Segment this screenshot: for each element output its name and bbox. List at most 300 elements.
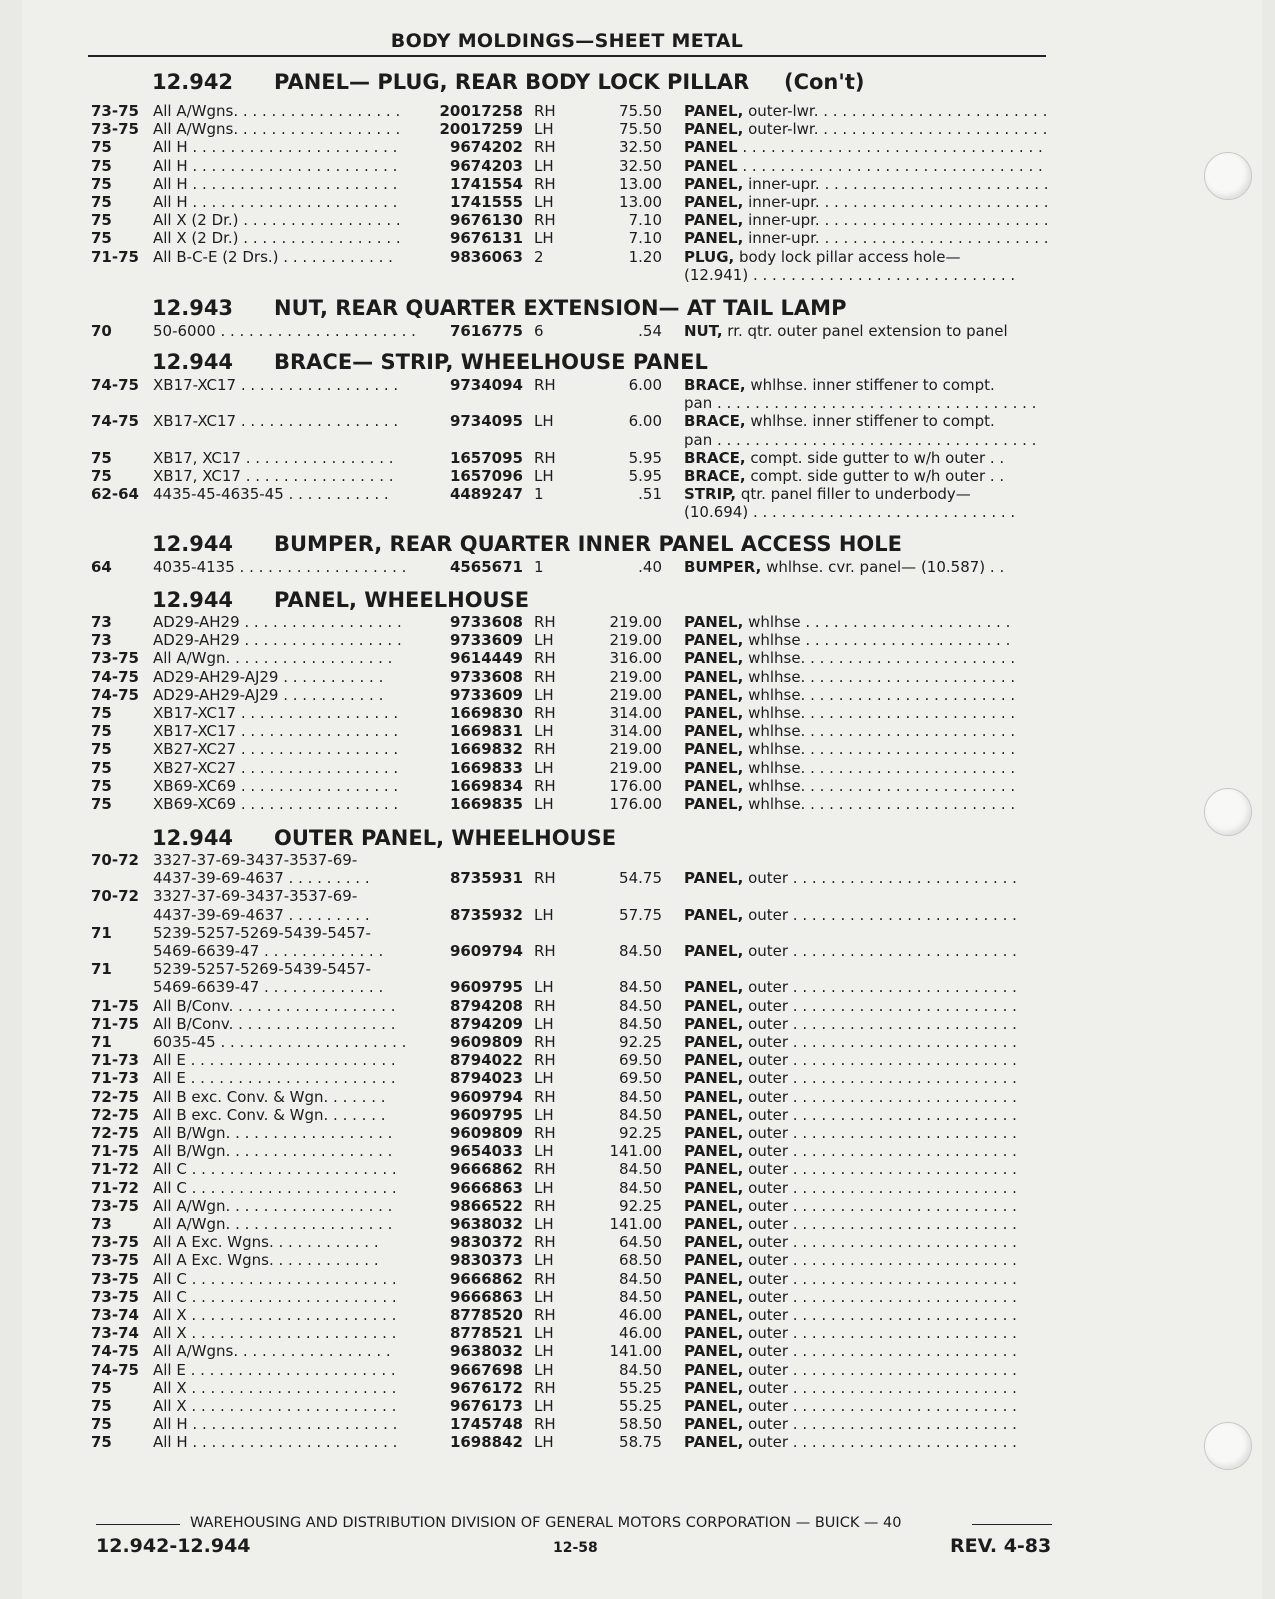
- part-description: [684, 906, 1056, 924]
- model-application: All X . . . . . . . . . . . . . . . . . . . . . .: [153, 1397, 397, 1415]
- part-name: PANEL,: [684, 740, 744, 759]
- part-number: 8794208: [449, 996, 523, 1015]
- model-application: 6035-45 . . . . . . . . . . . . . . . . . . . .: [153, 1033, 407, 1051]
- price: 141.00: [609, 1215, 662, 1233]
- price: 32.50: [619, 156, 662, 175]
- side-quantity: RH: [534, 996, 556, 1015]
- model-application: XB69-XC69 . . . . . . . . . . . . . . . . .: [153, 795, 399, 813]
- part-detail: inner-upr. . . . . . . . . . . . . . . . . . . . . . . . .: [743, 211, 1049, 230]
- model-year: 75: [91, 174, 112, 193]
- model-year: 71-75: [91, 1014, 139, 1033]
- part-detail: whlhse. . . . . . . . . . . . . . . . . . . . . . .: [743, 685, 1016, 704]
- side-quantity: 1: [534, 558, 544, 576]
- part-name: PANEL,: [684, 942, 744, 960]
- part-row: [0, 686, 1060, 704]
- side-quantity: LH: [534, 193, 554, 211]
- part-name: PANEL,: [684, 869, 744, 888]
- part-detail: outer . . . . . . . . . . . . . . . . . . . . . . . .: [743, 1087, 1017, 1106]
- model-application: All A/Wgn. . . . . . . . . . . . . . . . . .: [153, 1196, 393, 1215]
- model-year: 73-74: [91, 1306, 139, 1324]
- part-name: PANEL,: [684, 776, 744, 795]
- part-row: [0, 722, 1060, 740]
- model-application: 5239-5257-5269-5439-5457-: [153, 923, 371, 942]
- model-application: XB27-XC27 . . . . . . . . . . . . . . . . .: [153, 758, 399, 777]
- model-year: 74-75: [91, 667, 139, 686]
- side-quantity: RH: [534, 776, 556, 795]
- part-number: 4489247: [449, 485, 523, 504]
- part-row: [0, 266, 1060, 284]
- side-quantity: RH: [534, 1415, 556, 1434]
- model-year: 70-72: [91, 851, 139, 869]
- part-number: 9676130: [449, 211, 523, 230]
- part-name: PANEL,: [684, 613, 744, 631]
- part-number: 9733609: [449, 631, 523, 650]
- model-year: 74-75: [91, 412, 139, 431]
- side-quantity: LH: [534, 1324, 554, 1343]
- price: 32.50: [619, 138, 662, 157]
- price: 219.00: [609, 667, 662, 686]
- part-detail: inner-upr. . . . . . . . . . . . . . . . . . . . . . . . .: [743, 174, 1049, 193]
- part-number: 8778520: [449, 1306, 523, 1324]
- part-detail: whlhse. . . . . . . . . . . . . . . . . . . . . . .: [743, 776, 1016, 795]
- part-description: [684, 1197, 1056, 1215]
- part-number: 8794023: [449, 1069, 523, 1088]
- model-year: 73: [91, 1215, 112, 1233]
- part-name: PANEL,: [684, 667, 744, 686]
- side-quantity: 2: [534, 247, 544, 266]
- part-number: 1669831: [449, 722, 523, 741]
- part-detail: outer . . . . . . . . . . . . . . . . . . . . . . . .: [743, 1415, 1017, 1434]
- part-description: [684, 376, 1056, 394]
- part-name: NUT,: [684, 322, 723, 340]
- model-application: All A Exc. Wgns. . . . . . . . . . . .: [153, 1233, 379, 1252]
- price: 176.00: [609, 776, 662, 795]
- part-description: [684, 503, 1056, 521]
- part-number: 9666862: [449, 1160, 523, 1179]
- part-name: PANEL,: [684, 1105, 744, 1124]
- model-year: 75: [91, 193, 112, 211]
- part-name: PANEL,: [684, 905, 744, 924]
- part-description: [684, 777, 1056, 795]
- part-description: [684, 193, 1056, 211]
- model-application: AD29-AH29 . . . . . . . . . . . . . . . . .: [153, 631, 402, 650]
- model-year: 75: [91, 448, 112, 467]
- side-quantity: LH: [534, 1342, 554, 1361]
- part-description: [684, 211, 1056, 229]
- model-application: All C . . . . . . . . . . . . . . . . . . . . . .: [153, 1287, 397, 1306]
- part-detail: rr. qtr. outer panel extension to panel: [722, 322, 1008, 340]
- part-row: [0, 138, 1060, 156]
- part-description: [684, 759, 1056, 777]
- part-row: [0, 322, 1060, 340]
- part-detail: outer . . . . . . . . . . . . . . . . . . . . . . . .: [743, 1342, 1017, 1361]
- part-detail: outer . . . . . . . . . . . . . . . . . . . . . . . .: [743, 1014, 1017, 1033]
- part-detail: whlhse. inner stiffener to compt.: [745, 376, 995, 394]
- part-name: PLUG,: [684, 247, 735, 266]
- part-number: 1669834: [449, 776, 523, 795]
- part-detail: whlhse. . . . . . . . . . . . . . . . . . . . . . .: [743, 704, 1016, 722]
- part-name: PANEL,: [684, 1324, 744, 1343]
- model-year: 73-75: [91, 1233, 139, 1252]
- part-description: [684, 1142, 1056, 1160]
- part-row: [0, 887, 1060, 905]
- part-number: 9866522: [449, 1196, 523, 1215]
- model-application: All B-C-E (2 Drs.) . . . . . . . . . . . .: [153, 247, 393, 266]
- part-detail: compt. side gutter to w/h outer . .: [745, 467, 1005, 485]
- part-detail: compt. side gutter to w/h outer . .: [745, 448, 1005, 467]
- footer-division: WAREHOUSING AND DISTRIBUTION DIVISION OF GENERAL MOTORS CORPORATION — BUICK — 40: [190, 1515, 902, 1531]
- part-detail: outer . . . . . . . . . . . . . . . . . . . . . . . .: [743, 1251, 1017, 1270]
- part-row: [0, 1433, 1060, 1451]
- model-year: 64: [91, 558, 112, 576]
- part-name: PANEL,: [684, 758, 744, 777]
- model-application: All C . . . . . . . . . . . . . . . . . . . . . .: [153, 1269, 397, 1288]
- price: 84.50: [619, 1014, 662, 1033]
- part-name: PANEL,: [684, 1415, 744, 1434]
- model-year: 75: [91, 211, 112, 230]
- part-row: [0, 412, 1060, 430]
- part-row: [0, 431, 1060, 449]
- part-description: [684, 120, 1056, 138]
- part-row: [0, 613, 1060, 631]
- part-row: [0, 1124, 1060, 1142]
- price: 69.50: [619, 1069, 662, 1088]
- part-name: BRACE,: [684, 376, 746, 394]
- price: 69.50: [619, 1051, 662, 1070]
- part-row: [0, 1306, 1060, 1324]
- part-row: [0, 759, 1060, 777]
- model-application: 5239-5257-5269-5439-5457-: [153, 960, 371, 979]
- part-number: 9609795: [449, 978, 523, 997]
- part-name: PANEL,: [684, 1306, 744, 1324]
- part-row: [0, 1361, 1060, 1379]
- price: 7.10: [628, 229, 662, 248]
- side-quantity: LH: [534, 120, 554, 139]
- part-row: [0, 1197, 1060, 1215]
- part-detail: (12.941) . . . . . . . . . . . . . . . . . . . . . . . . . . . .: [684, 265, 1016, 284]
- part-detail: outer . . . . . . . . . . . . . . . . . . . . . . . .: [743, 1287, 1017, 1306]
- model-year: 75: [91, 1397, 112, 1415]
- model-application: All H . . . . . . . . . . . . . . . . . . . . . .: [153, 1433, 398, 1452]
- part-name: PANEL,: [684, 193, 744, 211]
- side-quantity: LH: [534, 229, 554, 248]
- side-quantity: LH: [534, 467, 554, 485]
- model-application: All E . . . . . . . . . . . . . . . . . . . . . .: [153, 1069, 396, 1088]
- part-name: PANEL,: [684, 1360, 744, 1379]
- side-quantity: LH: [534, 1069, 554, 1088]
- part-detail: whlhse . . . . . . . . . . . . . . . . . . . . . .: [743, 613, 1011, 631]
- part-description: [684, 631, 1056, 649]
- side-quantity: RH: [534, 1306, 556, 1324]
- part-description: [684, 102, 1056, 120]
- part-number: 9614449: [449, 649, 523, 668]
- model-year: 75: [91, 1378, 112, 1397]
- part-row: [0, 1415, 1060, 1433]
- part-detail: outer . . . . . . . . . . . . . . . . . . . . . . . .: [743, 1306, 1017, 1324]
- part-detail: whlhse. . . . . . . . . . . . . . . . . . . . . . .: [743, 667, 1016, 686]
- part-description: [684, 138, 1056, 156]
- model-year: 71-75: [91, 1142, 139, 1161]
- part-description: [684, 157, 1056, 175]
- part-description: [684, 1397, 1056, 1415]
- model-year: 72-75: [91, 1105, 139, 1124]
- part-name: PANEL,: [684, 704, 744, 722]
- price: 84.50: [619, 978, 662, 997]
- part-detail: whlhse. . . . . . . . . . . . . . . . . . . . . . .: [743, 740, 1016, 759]
- part-detail: outer . . . . . . . . . . . . . . . . . . . . . . . .: [743, 1397, 1017, 1415]
- part-row: [0, 1270, 1060, 1288]
- side-quantity: RH: [534, 376, 556, 394]
- part-number: 9830372: [449, 1233, 523, 1252]
- part-description: [684, 869, 1056, 887]
- part-row: [0, 1106, 1060, 1124]
- section-title: PANEL— PLUG, REAR BODY LOCK PILLAR: [274, 70, 750, 94]
- part-number: 1741554: [449, 174, 523, 193]
- part-description: [684, 1033, 1056, 1051]
- part-detail: outer . . . . . . . . . . . . . . . . . . . . . . . .: [743, 1069, 1017, 1088]
- side-quantity: LH: [534, 631, 554, 650]
- price: 84.50: [619, 1360, 662, 1379]
- part-name: PANEL,: [684, 1087, 744, 1106]
- price: 314.00: [609, 704, 662, 722]
- side-quantity: RH: [534, 102, 556, 120]
- part-name: PANEL,: [684, 229, 744, 248]
- section-number: 12.944: [152, 588, 234, 612]
- part-detail: inner-upr. . . . . . . . . . . . . . . . . . . . . . . . .: [743, 193, 1049, 211]
- part-description: [684, 1270, 1056, 1288]
- part-detail: outer . . . . . . . . . . . . . . . . . . . . . . . .: [743, 942, 1017, 960]
- section-heading: [152, 350, 708, 374]
- part-detail: pan . . . . . . . . . . . . . . . . . . . . . . . . . . . . . . . . . .: [684, 394, 1037, 413]
- part-description: [684, 1433, 1056, 1451]
- price: 46.00: [619, 1306, 662, 1324]
- part-description: [684, 997, 1056, 1015]
- model-year: 74-75: [91, 376, 139, 394]
- part-number: 9674203: [449, 156, 523, 175]
- price: 84.50: [619, 1160, 662, 1179]
- part-detail: outer . . . . . . . . . . . . . . . . . . . . . . . .: [743, 869, 1017, 888]
- part-detail: outer . . . . . . . . . . . . . . . . . . . . . . . .: [743, 1051, 1017, 1070]
- model-year: 72-75: [91, 1124, 139, 1142]
- price: 55.25: [619, 1378, 662, 1397]
- part-name: BUMPER,: [684, 558, 762, 576]
- part-name: PANEL,: [684, 1178, 744, 1197]
- section-heading: [152, 826, 617, 850]
- model-year: 75: [91, 1433, 112, 1452]
- part-detail: outer . . . . . . . . . . . . . . . . . . . . . . . .: [743, 1269, 1017, 1288]
- model-year: 75: [91, 795, 112, 813]
- model-application: All B/Wgn. . . . . . . . . . . . . . . . . .: [153, 1124, 393, 1142]
- part-detail: inner-upr. . . . . . . . . . . . . . . . . . . . . . . . .: [743, 229, 1049, 248]
- part-row: [0, 740, 1060, 758]
- part-number: 4565671: [449, 558, 523, 576]
- side-quantity: RH: [534, 1033, 556, 1051]
- part-number: 8735932: [449, 905, 523, 924]
- section-heading: [152, 296, 847, 320]
- part-detail: whlhse. . . . . . . . . . . . . . . . . . . . . . .: [743, 649, 1016, 668]
- side-quantity: RH: [534, 1124, 556, 1142]
- side-quantity: RH: [534, 942, 556, 960]
- model-year: 75: [91, 138, 112, 157]
- part-row: [0, 906, 1060, 924]
- part-row: [0, 851, 1060, 869]
- part-row: [0, 211, 1060, 229]
- part-name: BRACE,: [684, 448, 746, 467]
- model-application: 4437-39-69-4637 . . . . . . . . .: [153, 869, 370, 888]
- part-row: [0, 102, 1060, 120]
- part-number: 1669832: [449, 740, 523, 759]
- part-row: [0, 795, 1060, 813]
- part-description: [684, 1179, 1056, 1197]
- price: 13.00: [619, 193, 662, 211]
- model-application: All X (2 Dr.) . . . . . . . . . . . . . . . . .: [153, 229, 401, 248]
- part-row: [0, 1215, 1060, 1233]
- part-row: [0, 1179, 1060, 1197]
- footer-rule-left: [96, 1524, 180, 1525]
- part-number: 9733608: [449, 667, 523, 686]
- price: 6.00: [628, 376, 662, 394]
- part-description: [684, 1069, 1056, 1087]
- binder-hole: [1204, 1422, 1252, 1470]
- part-detail: (10.694) . . . . . . . . . . . . . . . . . . . . . . . . . . . .: [684, 503, 1016, 522]
- part-number: 9638032: [449, 1215, 523, 1233]
- price: 58.50: [619, 1415, 662, 1434]
- section-number: 12.943: [152, 296, 234, 320]
- part-number: 1669830: [449, 704, 523, 722]
- model-application: All B/Conv. . . . . . . . . . . . . . . . . .: [153, 996, 396, 1015]
- part-description: [684, 649, 1056, 667]
- part-description: [684, 248, 1056, 266]
- section-number: 12.944: [152, 350, 234, 374]
- price: .51: [638, 485, 662, 504]
- part-number: 9676172: [449, 1378, 523, 1397]
- side-quantity: LH: [534, 156, 554, 175]
- part-detail: outer . . . . . . . . . . . . . . . . . . . . . . . .: [743, 1124, 1017, 1142]
- part-number: 9676131: [449, 229, 523, 248]
- price: 84.50: [619, 1105, 662, 1124]
- section-title: BUMPER, REAR QUARTER INNER PANEL ACCESS HOLE: [274, 532, 902, 556]
- model-application: 4035-4135 . . . . . . . . . . . . . . . . . .: [153, 558, 407, 576]
- model-application: All H . . . . . . . . . . . . . . . . . . . . . .: [153, 193, 398, 211]
- price: 7.10: [628, 211, 662, 230]
- model-application: All X . . . . . . . . . . . . . . . . . . . . . .: [153, 1306, 397, 1324]
- side-quantity: RH: [534, 138, 556, 157]
- part-row: [0, 193, 1060, 211]
- part-detail: outer . . . . . . . . . . . . . . . . . . . . . . . .: [743, 1160, 1017, 1179]
- model-year: 75: [91, 1415, 112, 1434]
- part-number: 9733608: [449, 613, 523, 631]
- part-number: 9609809: [449, 1124, 523, 1142]
- model-application: All X . . . . . . . . . . . . . . . . . . . . . .: [153, 1378, 397, 1397]
- part-number: 9734094: [449, 376, 523, 394]
- part-description: [684, 175, 1056, 193]
- part-number: 1669833: [449, 758, 523, 777]
- part-description: [684, 229, 1056, 247]
- model-application: All A/Wgns. . . . . . . . . . . . . . . . . .: [153, 102, 401, 120]
- part-name: PANEL,: [684, 1014, 744, 1033]
- part-name: PANEL,: [684, 978, 744, 997]
- model-application: XB17, XC17 . . . . . . . . . . . . . . . .: [153, 467, 394, 485]
- section-number: 12.942: [152, 70, 234, 94]
- part-number: 1657096: [449, 467, 523, 485]
- side-quantity: LH: [534, 1142, 554, 1161]
- model-application: All A/Wgns. . . . . . . . . . . . . . . . . .: [153, 120, 401, 139]
- price: 55.25: [619, 1397, 662, 1415]
- part-number: 9609795: [449, 1105, 523, 1124]
- price: 6.00: [628, 412, 662, 431]
- price: 58.75: [619, 1433, 662, 1452]
- price: 64.50: [619, 1233, 662, 1252]
- model-application: 4437-39-69-4637 . . . . . . . . .: [153, 905, 370, 924]
- part-description: [684, 613, 1056, 631]
- price: 5.95: [628, 448, 662, 467]
- side-quantity: RH: [534, 1087, 556, 1106]
- side-quantity: RH: [534, 1196, 556, 1215]
- price: 141.00: [609, 1342, 662, 1361]
- part-description: [684, 1233, 1056, 1251]
- part-detail: body lock pillar access hole—: [734, 247, 961, 266]
- model-application: AD29-AH29-AJ29 . . . . . . . . . . .: [153, 667, 384, 686]
- part-detail: whlhse. cvr. panel— (10.587) . .: [761, 558, 1005, 576]
- part-description: [684, 467, 1056, 485]
- part-name: PANEL: [684, 138, 738, 157]
- part-name: PANEL,: [684, 1233, 744, 1252]
- price: 68.50: [619, 1251, 662, 1270]
- part-row: [0, 1251, 1060, 1269]
- part-number: 20017259: [439, 120, 523, 139]
- model-year: 71-72: [91, 1160, 139, 1179]
- model-year: 75: [91, 229, 112, 248]
- part-number: 8778521: [449, 1324, 523, 1343]
- part-detail: whlhse. . . . . . . . . . . . . . . . . . . . . . .: [743, 722, 1016, 741]
- model-application: XB17-XC17 . . . . . . . . . . . . . . . . .: [153, 412, 399, 431]
- part-row: [0, 248, 1060, 266]
- model-application: All X (2 Dr.) . . . . . . . . . . . . . . . . .: [153, 211, 401, 230]
- model-application: XB69-XC69 . . . . . . . . . . . . . . . . .: [153, 776, 399, 795]
- part-row: [0, 1397, 1060, 1415]
- part-name: PANEL,: [684, 1269, 744, 1288]
- section-number: 12.944: [152, 532, 234, 556]
- part-row: [0, 1051, 1060, 1069]
- part-description: [684, 1361, 1056, 1379]
- part-name: PANEL,: [684, 1397, 744, 1415]
- model-application: AD29-AH29-AJ29 . . . . . . . . . . .: [153, 685, 384, 704]
- part-description: [684, 1015, 1056, 1033]
- part-description: [684, 322, 1056, 340]
- part-number: 9667698: [449, 1360, 523, 1379]
- model-year: 75: [91, 156, 112, 175]
- part-detail: outer-lwr. . . . . . . . . . . . . . . . . . . . . . . . .: [743, 102, 1048, 120]
- part-description: [684, 1288, 1056, 1306]
- part-description: [684, 1342, 1056, 1360]
- side-quantity: LH: [534, 905, 554, 924]
- part-row: [0, 649, 1060, 667]
- part-name: PANEL,: [684, 631, 744, 650]
- model-year: 70: [91, 322, 112, 340]
- part-name: PANEL,: [684, 1342, 744, 1361]
- part-row: [0, 376, 1060, 394]
- section-continued: (Con't): [784, 70, 865, 94]
- part-number: 9654033: [449, 1142, 523, 1161]
- part-detail: whlhse. inner stiffener to compt.: [745, 412, 995, 431]
- side-quantity: RH: [534, 613, 556, 631]
- side-quantity: LH: [534, 1360, 554, 1379]
- part-name: PANEL,: [684, 1160, 744, 1179]
- price: .40: [638, 558, 662, 576]
- side-quantity: LH: [534, 1178, 554, 1197]
- part-number: 7616775: [449, 322, 523, 340]
- section-heading: [152, 70, 865, 94]
